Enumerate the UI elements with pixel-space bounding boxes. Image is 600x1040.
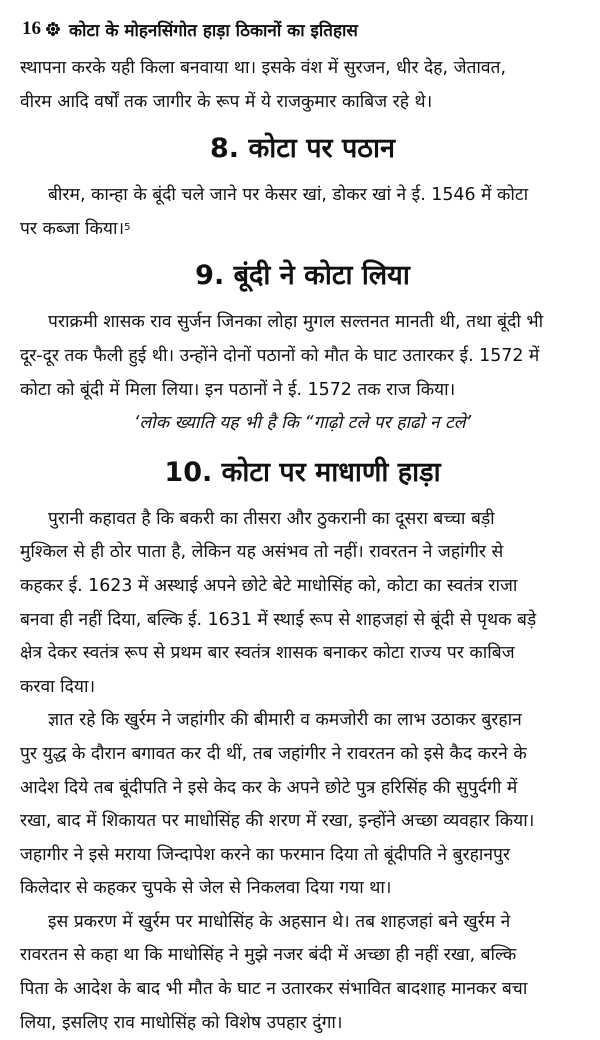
running-header [22, 14, 358, 44]
text-line: पुरानी कहावत है कि बकरी का तीसरा और ठुकरानी का दूसरा बच्चा बड़ी [48, 508, 495, 529]
text-line [20, 213, 585, 247]
text-line: आदेश दिये तब बूंदीपति ने इसे केद कर के अपने छोटे पुत्र हरिसिंह की सुपुर्दगी में [20, 777, 518, 798]
page-number: 16 [22, 18, 41, 39]
section-9-paragraph [20, 306, 585, 407]
section-10-paragraph-1 [20, 503, 585, 705]
text-line-content: पर कब्जा किया। [20, 218, 125, 239]
text-line: कोटा को बूंदी में मिला लिया। इन पठानों ने ई. 1572 तक राज किया। [20, 379, 456, 400]
text-line: लिया, इसलिए राव माधोसिंह को विशेष उपहार दुंगा। [20, 1012, 343, 1033]
section-8-heading: 8. कोटा पर पठान [210, 133, 395, 165]
text-line: इस प्रकरण में खुर्रम पर माधोसिंह के अहसान थे। तब शाहजहां बने खुर्रम ने [48, 911, 511, 932]
running-title: कोटा के मोहनसिंगोत हाड़ा ठिकानों का इतिहास [69, 20, 358, 41]
floral-ornament-icon [45, 21, 61, 37]
text-line: रखा, बाद में शिकायत पर माधोसिंह की शरण में रखा, इन्होंने अच्छा व्यवहार किया। [20, 811, 535, 832]
intro-paragraph [20, 52, 585, 119]
text-line: पुर युद्ध के दौरान बगावत कर दी थीं, तब जहांगीर ने रावरतन को इसे कैद करने के [20, 743, 527, 764]
text-line: कहकर ई. 1623 में अस्थाई अपने छोटे बेटे माधोसिंह को, कोटा का स्वतंत्र राजा [20, 575, 518, 596]
text-line: दूर-दूर तक फैली हुई थी। उन्होंने दोनों पठानों को मौत के घाट उतारकर ई. 1572 में [20, 345, 540, 366]
text-line: रावरतन से कहा था कि माधोसिंह ने मुझे नजर बंदी में अच्छा ही नहीं रखा, बल्कि [20, 945, 517, 966]
text-line: करवा दिया। [20, 676, 96, 697]
text-line: ज्ञात रहे कि खुर्रम ने जहांगीर की बीमारी व कमजोरी का लाभ उठाकर बुरहान [48, 710, 522, 731]
text-line: जहागीर ने इसे मराया जिन्दापेश करने का फरमान दिया तो बूंदीपति ने बुरहानपुर [20, 844, 511, 865]
text-line: क्षेत्र देकर स्वतंत्र रूप से प्रथम बार स्वतंत्र शासक बनाकर कोटा राज्य पर काबिज [20, 643, 515, 664]
text-line: बनवा ही नहीं दिया, बल्कि ई. 1631 में स्थाई रूप से शाहजहां से बूंदी से पृथक बड़े [20, 609, 537, 630]
footnote-marker: 5 [124, 221, 131, 233]
text-line: पराक्रमी शासक राव सुर्जन जिनका लोहा मुगल सल्तनत मानती थी, तथा बूंदी भी [48, 312, 544, 333]
section-10-paragraph-3 [20, 906, 585, 1040]
page-content [20, 52, 585, 1040]
text-line: स्थापना करके यही किला बनवाया था। इसके वंश में सुरजन, धीर देह, जेतावत, [20, 58, 507, 78]
text-line: बीरम, कान्हा के बूंदी चले जाने पर केसर खां, डोकर खां ने ई. 1546 में कोटा [48, 185, 529, 206]
section-10-paragraph-2 [20, 704, 585, 906]
proverb-quote: ‘लोक ख्याति यह भी है कि “गाढ़ो टले पर हाढो न टले’ [133, 413, 472, 434]
section-10-heading: 10. कोटा पर माधाणी हाड़ा [164, 456, 441, 488]
text-line: मुश्किल से ही ठोर पाता है, लेकिन यह असंभव तो नहीं। रावरतन ने जहांगीर से [20, 542, 504, 563]
section-8-paragraph [20, 179, 585, 246]
text-line: किलेदार से कहकर चुपके से जेल से निकलवा दिया गया था। [20, 878, 392, 899]
section-9-heading: 9. बूंदी ने कोटा लिया [195, 260, 410, 292]
text-line: पिता के आदेश के बाद भी मौत के घाट न उतारकर संभावित बादशाह मानकर बचा [20, 979, 528, 1000]
text-line: वीरम आदि वर्षों तक जागीर के रूप में ये राजकुमार काबिज रहे थे। [20, 91, 433, 112]
